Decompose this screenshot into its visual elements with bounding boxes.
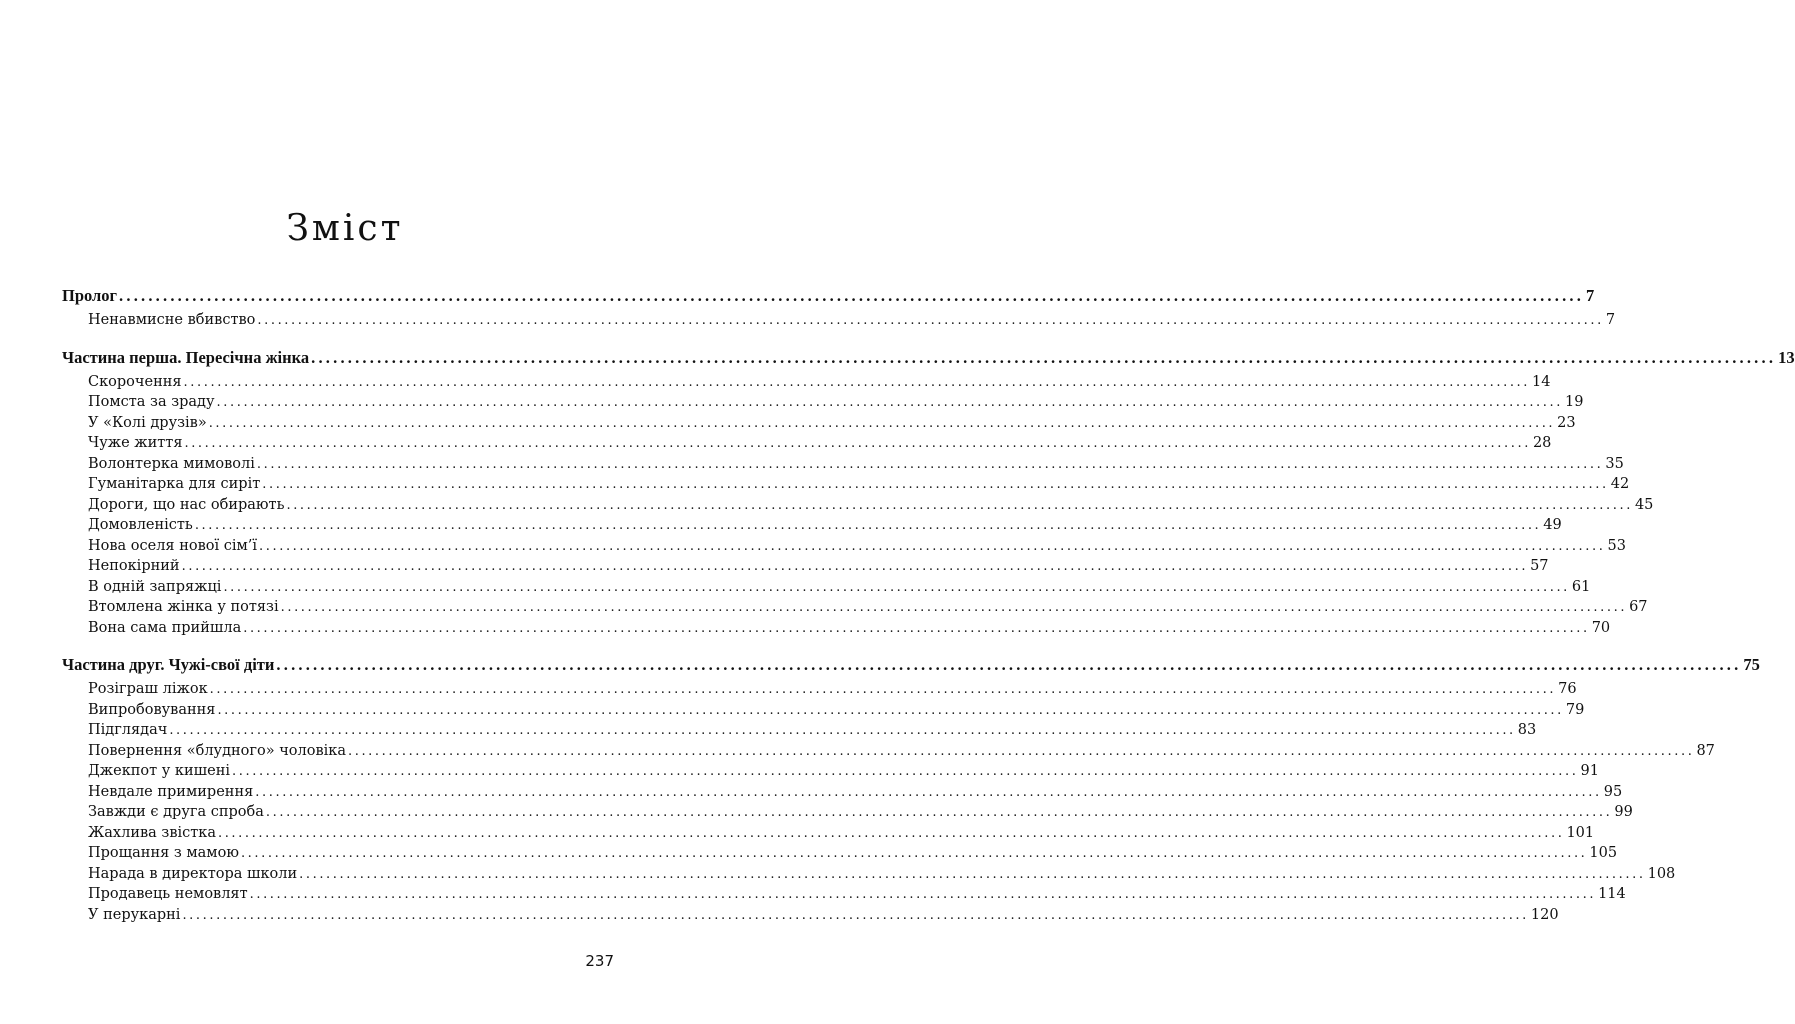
dot-leader: ........................................................................................................................................................................................................ — [265, 805, 1613, 820]
page-ref: 76 — [1558, 681, 1577, 697]
page-ref: 7 — [1586, 286, 1595, 305]
page-ref: 70 — [1591, 619, 1611, 636]
toc-entry — [62, 312, 1616, 333]
entry-title: У «Колі друзів» — [88, 414, 207, 431]
entry-title: Повернення «блудного» чоловіка — [88, 742, 346, 759]
dot-leader: ........................................................................................................................................................................................................ — [255, 784, 1602, 800]
page-ref: 35 — [1605, 455, 1624, 472]
toc-entry — [62, 517, 1562, 538]
dot-leader: ........................................................................................................................................................................................................ — [232, 764, 1579, 779]
toc-entry — [62, 886, 1626, 907]
page-title: Зміст — [286, 208, 404, 249]
toc-entry — [62, 537, 1626, 559]
entry-title: Розіграш ліжок — [88, 681, 208, 697]
toc-entry — [62, 394, 1584, 415]
dot-leader: ........................................................................................................................................................................................................ — [217, 702, 1564, 718]
section-title: Частина перша. Пересічна жінка — [62, 347, 310, 367]
page-ref: 13 — [1778, 347, 1795, 367]
dot-leader: ........................................................................................................................................................................................................ — [259, 538, 1606, 554]
entry-title: Непокірний — [88, 558, 180, 574]
entry-title: Волонтерка мимоволі — [88, 455, 255, 472]
page-ref: 101 — [1566, 824, 1595, 841]
entry-title: Гуманітарка для сиріт — [88, 476, 261, 492]
dot-leader: ........................................................................................................................................................................................................ — [243, 620, 1590, 636]
toc-entry — [62, 824, 1595, 846]
entry-title: Ненавмисне вбивство — [88, 312, 256, 328]
entry-title: Жахлива звістка — [88, 824, 216, 841]
toc-entry — [62, 435, 1552, 456]
dot-leader: ........................................................................................................................................................................................................ — [184, 436, 1531, 451]
page-ref: 79 — [1565, 701, 1585, 718]
toc-entry — [62, 701, 1585, 723]
entry-title: Скорочення — [88, 373, 182, 390]
page-ref: 91 — [1580, 763, 1599, 779]
dot-leader: ........................................................................................................................................................................................................ — [276, 655, 1742, 674]
toc-section-heading — [62, 347, 1795, 374]
toc-entry — [62, 722, 1537, 743]
dot-leader: ........................................................................................................................................................................................................ — [182, 907, 1529, 923]
dot-leader: ........................................................................................................................................................................................................ — [286, 497, 1633, 513]
dot-leader: ........................................................................................................................................................................................................ — [209, 682, 1557, 697]
dot-leader: ........................................................................................................................................................................................................ — [208, 415, 1556, 431]
entry-title: Помста за зраду — [88, 394, 215, 410]
dot-leader: ........................................................................................................................................................................................................ — [249, 887, 1597, 902]
page-ref: 67 — [1629, 599, 1648, 615]
dot-leader: ........................................................................................................................................................................................................ — [217, 825, 1565, 841]
page-ref: 75 — [1743, 655, 1760, 674]
page-number: 237 — [585, 952, 614, 970]
dot-leader: ........................................................................................................................................................................................................ — [194, 518, 1542, 533]
dot-leader: ........................................................................................................................................................................................................ — [183, 374, 1531, 390]
toc-entry — [62, 373, 1551, 395]
entry-title: Прощання з мамою — [88, 845, 239, 861]
page-ref: 28 — [1532, 435, 1552, 451]
entry-title: У перукарні — [88, 906, 181, 923]
toc-section — [62, 286, 1616, 333]
dot-leader: ........................................................................................................................................................................................................ — [223, 579, 1570, 595]
dot-leader: ........................................................................................................................................................................................................ — [181, 559, 1529, 574]
entry-title: Завжди є друга спроба — [88, 804, 264, 820]
toc-entry — [62, 599, 1648, 620]
toc-entry — [62, 414, 1576, 436]
entry-title: Випробовування — [88, 701, 216, 718]
entry-title: Вона сама прийшла — [88, 619, 242, 636]
toc-section — [62, 655, 1760, 927]
toc-entry — [62, 476, 1630, 497]
toc-entry — [62, 681, 1577, 702]
page-ref: 49 — [1543, 517, 1562, 533]
toc-entry — [62, 455, 1624, 477]
dot-leader: ........................................................................................................................................................................................................ — [280, 600, 1628, 615]
page-ref: 42 — [1610, 476, 1630, 492]
dot-leader: ........................................................................................................................................................................................................ — [240, 846, 1588, 861]
page-ref: 23 — [1557, 414, 1576, 431]
page-ref: 7 — [1605, 312, 1616, 328]
toc-entry — [62, 742, 1715, 764]
page-ref: 53 — [1607, 537, 1626, 554]
toc-entry — [62, 865, 1676, 887]
entry-title: Джекпот у кишені — [88, 763, 231, 779]
page-ref: 108 — [1647, 865, 1676, 882]
page-ref: 57 — [1530, 558, 1549, 574]
dot-leader: ........................................................................................................................................................................................................ — [262, 477, 1609, 492]
page-ref: 105 — [1589, 845, 1618, 861]
table-of-contents — [62, 286, 1795, 942]
entry-title: Чуже життя — [88, 435, 183, 451]
dot-leader: ........................................................................................................................................................................................................ — [256, 456, 1604, 472]
entry-title: Нова оселя нової сім’ї — [88, 537, 258, 554]
toc-section-heading — [62, 655, 1760, 681]
dot-leader: ........................................................................................................................................................................................................ — [311, 347, 1777, 367]
entry-title: Невдале примирення — [88, 783, 254, 800]
toc-entry — [62, 619, 1611, 641]
page-ref: 19 — [1564, 394, 1584, 410]
section-title: Частина друг. Чужі-свої діти — [62, 655, 275, 674]
page-ref: 114 — [1598, 886, 1626, 902]
toc-entry — [62, 578, 1591, 600]
dot-leader: ........................................................................................................................................................................................................ — [119, 286, 1585, 305]
page-ref: 14 — [1532, 373, 1551, 390]
toc-section — [62, 347, 1795, 641]
toc-entry — [62, 804, 1633, 825]
section-title: Пролог — [62, 286, 118, 305]
dot-leader: ........................................................................................................................................................................................................ — [169, 723, 1516, 738]
dot-leader: ........................................................................................................................................................................................................ — [299, 866, 1646, 882]
page-ref: 120 — [1530, 906, 1559, 923]
page-ref: 61 — [1571, 578, 1591, 595]
toc-entry — [62, 845, 1618, 866]
entry-title: Підглядач — [88, 722, 168, 738]
page-ref: 45 — [1634, 496, 1654, 513]
entry-title: В одній запряжці — [88, 578, 222, 595]
dot-leader: ........................................................................................................................................................................................................ — [257, 313, 1604, 328]
toc-section-heading — [62, 286, 1595, 312]
dot-leader: ........................................................................................................................................................................................................ — [347, 743, 1695, 759]
toc-entry — [62, 763, 1599, 784]
toc-entry — [62, 496, 1654, 518]
entry-title: Дороги, що нас обирають — [88, 496, 285, 513]
dot-leader: ........................................................................................................................................................................................................ — [216, 395, 1563, 410]
page-ref: 95 — [1603, 783, 1623, 800]
entry-title: Нарада в директора школи — [88, 865, 298, 882]
entry-title: Домовленість — [88, 517, 193, 533]
page-ref: 87 — [1696, 742, 1715, 759]
toc-entry — [62, 906, 1559, 928]
page-ref: 83 — [1517, 722, 1537, 738]
entry-title: Втомлена жінка у потязі — [88, 599, 279, 615]
toc-entry — [62, 783, 1623, 805]
entry-title: Продавець немовлят — [88, 886, 248, 902]
page-ref: 99 — [1614, 804, 1633, 820]
toc-entry — [62, 558, 1549, 579]
